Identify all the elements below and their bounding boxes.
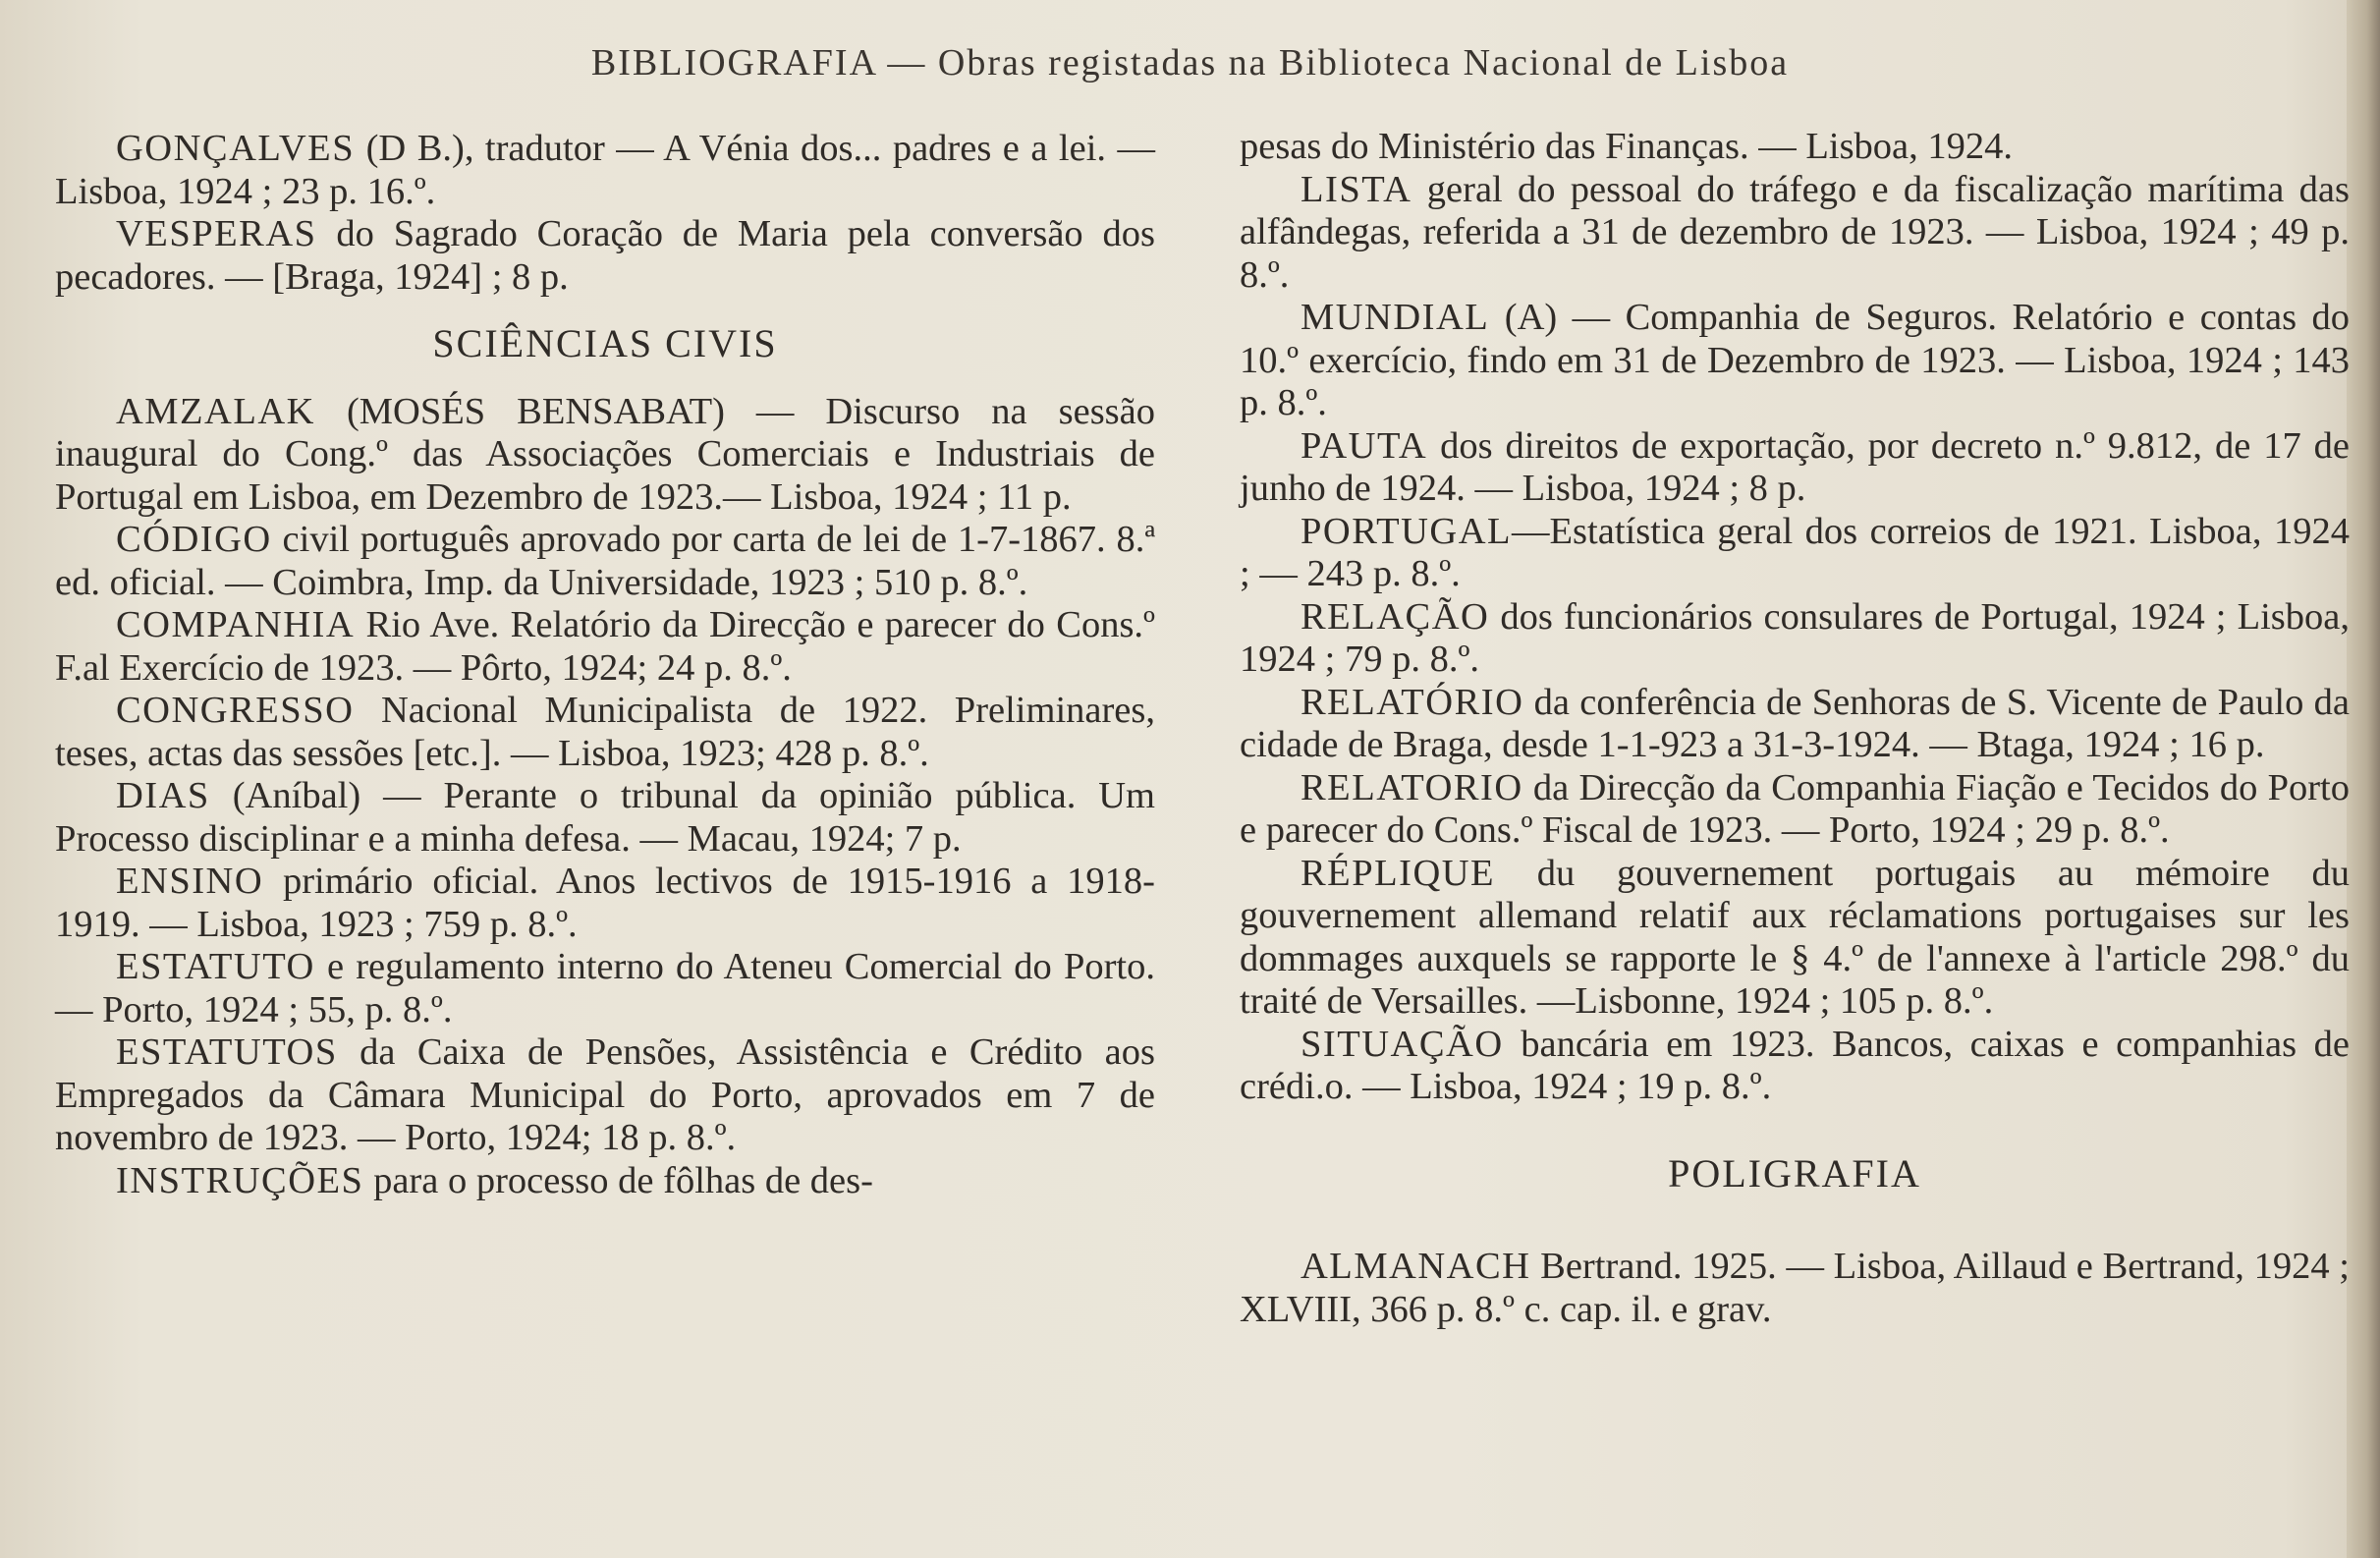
entry-lead: CÓDIGO	[116, 519, 272, 560]
entry-lead: RELATORIO	[1301, 766, 1523, 808]
entry-lead: ALMANACH	[1301, 1246, 1531, 1287]
bib-entry	[1240, 425, 2350, 511]
entry-text: Nacional Municipalista de 1922. Preliminares, teses, actas das sessões [etc.]. — Lisboa, 1923; 428 p. 8.º.	[55, 690, 1155, 774]
bib-entry	[55, 1160, 1155, 1203]
bib-entry	[1240, 1024, 2350, 1109]
left-column	[55, 128, 1155, 1202]
entry-text: (MOSÉS BENSABAT) — Discurso na sessão inaugural do Cong.º das Associações Comerciais e Industriais de Portugal em Lisboa, em Dezembro de 1923.— Lisboa, 1924 ; 11 p.	[55, 390, 1155, 518]
bib-entry	[1240, 682, 2350, 767]
entry-text: Rio Ave. Relatório da Direcção e parecer do Cons.º F.al Exercício de 1923. — Pôrto, 1924; 24 p. 8.º.	[55, 604, 1155, 689]
entry-text: da Direcção da Companhia Fiação e Tecidos do Porto e parecer do Cons.º Fiscal de 1923. — Porto, 1924 ; 29 p. 8.º.	[1240, 766, 2350, 851]
entry-lead: ENSINO	[116, 861, 264, 902]
bib-entry	[55, 1031, 1155, 1160]
book-spine-shadow	[2347, 0, 2380, 1558]
entry-lead: SITUAÇÃO	[1301, 1023, 1504, 1065]
bib-entry	[1240, 1246, 2350, 1331]
entry-text: e regulamento interno do Ateneu Comercial do Porto. — Porto, 1924 ; 55, p. 8.º.	[55, 946, 1155, 1030]
bib-entry	[55, 946, 1155, 1031]
entry-text: Bertrand. 1925. — Lisboa, Aillaud e Bertrand, 1924 ; XLVIII, 366 p. 8.º c. cap. il. e grav.	[1240, 1246, 2350, 1330]
bib-entry	[55, 128, 1155, 213]
entry-lead: VESPERAS	[116, 213, 317, 254]
entry-text: geral do pessoal do tráfego e da fiscalização marítima das alfândegas, referida a 31 de dezembro de 1923. — Lisboa, 1924 ; 49 p. 8.º.	[1240, 168, 2350, 296]
entry-lead: RELATÓRIO	[1301, 681, 1524, 723]
entry-lead: RÉPLIQUE	[1301, 852, 1496, 894]
entry-lead: PAUTA	[1301, 424, 1428, 467]
bib-entry	[1240, 511, 2350, 596]
entry-text: primário oficial. Anos lectivos de 1915-1916 a 1918-1919. — Lisboa, 1923 ; 759 p. 8.º.	[55, 861, 1155, 945]
entry-text: du gouvernement portugais au mémoire du gouvernement allemand relatif aux réclamations portugaises sur les dommages auxquels se rapporte le § 4.º de l'annexe à l'article 298.º du traité de Versailles. —Lisbonne, 1924 ; 105 p. 8.º.	[1240, 852, 2350, 1022]
bib-entry	[55, 391, 1155, 520]
entry-lead: AMZALAK	[116, 390, 315, 432]
bib-entry	[55, 604, 1155, 690]
bib-entry	[1240, 596, 2350, 682]
entry-text: dos funcionários consulares de Portugal, 1924 ; Lisboa, 1924 ; 79 p. 8.º.	[1240, 595, 2350, 680]
entry-text: —Estatística geral dos correios de 1921. Lisboa, 1924 ; — 243 p. 8.º.	[1240, 510, 2350, 594]
entry-lead: CONGRESSO	[116, 690, 355, 731]
bib-entry	[55, 775, 1155, 861]
entry-text: bancária em 1923. Bancos, caixas e companhias de crédi.o. — Lisboa, 1924 ; 19 p. 8.º.	[1240, 1023, 2350, 1107]
section-heading: POLIGRAFIA	[1668, 1150, 1921, 1196]
entry-text: civil português aprovado por carta de lei de 1-7-1867. 8.ª ed. oficial. — Coimbra, Imp. da Universidade, 1923 ; 510 p. 8.º.	[55, 519, 1155, 603]
entry-text: da Caixa de Pensões, Assistência e Crédito aos Empregados da Câmara Municipal do Porto, aprovados em 7 de novembro de 1923. — Porto, 1924; 18 p. 8.º.	[55, 1031, 1155, 1158]
bib-entry-continuation: pesas do Ministério das Finanças. — Lisboa, 1924.	[1240, 126, 2014, 167]
entry-lead: INSTRUÇÕES	[116, 1159, 364, 1201]
entry-text: para o processo de fôlhas de des-	[363, 1159, 873, 1201]
entry-lead: GONÇALVES	[116, 128, 356, 169]
entry-lead: DIAS	[116, 775, 210, 816]
entry-lead: ESTATUTO	[116, 946, 315, 987]
entry-text: do Sagrado Coração de Maria pela conversão dos pecadores. — [Braga, 1924] ; 8 p.	[55, 213, 1155, 298]
running-head: BIBLIOGRAFIA — Obras registadas na Biblioteca Nacional de Lisboa	[590, 42, 1790, 83]
entry-text: da conferência de Senhoras de S. Vicente de Paulo da cidade de Braga, desde 1-1-923 a 31-3-1924. — Btaga, 1924 ; 16 p.	[1240, 681, 2350, 765]
bib-entry	[55, 213, 1155, 299]
entry-lead: COMPANHIA	[116, 604, 356, 645]
entry-lead: RELAÇÃO	[1301, 595, 1490, 638]
entry-lead: ESTATUTOS	[116, 1031, 338, 1073]
bib-entry	[1240, 297, 2350, 425]
entry-lead: LISTA	[1301, 168, 1412, 210]
entry-lead: PORTUGAL	[1301, 510, 1513, 552]
bib-entry	[55, 690, 1155, 775]
bib-entry	[55, 861, 1155, 946]
entry-lead: MUNDIAL	[1301, 297, 1490, 338]
right-column	[1240, 126, 2350, 1331]
entry-text: (Aníbal) — Perante o tribunal da opinião pública. Um Processo disciplinar e a minha defesa. — Macau, 1924; 7 p.	[55, 775, 1155, 860]
entry-text: dos direitos de exportação, por decreto n.º 9.812, de 17 de junho de 1924. — Lisboa, 1924 ; 8 p.	[1240, 424, 2350, 509]
bib-entry	[55, 519, 1155, 604]
bib-entry	[1240, 169, 2350, 298]
entry-text: (A) — Companhia de Seguros. Relatório e contas do 10.º exercício, findo em 31 de Dezembro de 1923. — Lisboa, 1924 ; 143 p. 8.º.	[1240, 297, 2350, 423]
section-heading: SCIÊNCIAS CIVIS	[432, 321, 778, 365]
entry-text: (D B.), tradutor — A Vénia dos... padres e a lei. — Lisboa, 1924 ; 23 p. 16.º.	[55, 128, 1155, 212]
bib-entry	[1240, 767, 2350, 853]
bib-entry	[1240, 853, 2350, 1024]
